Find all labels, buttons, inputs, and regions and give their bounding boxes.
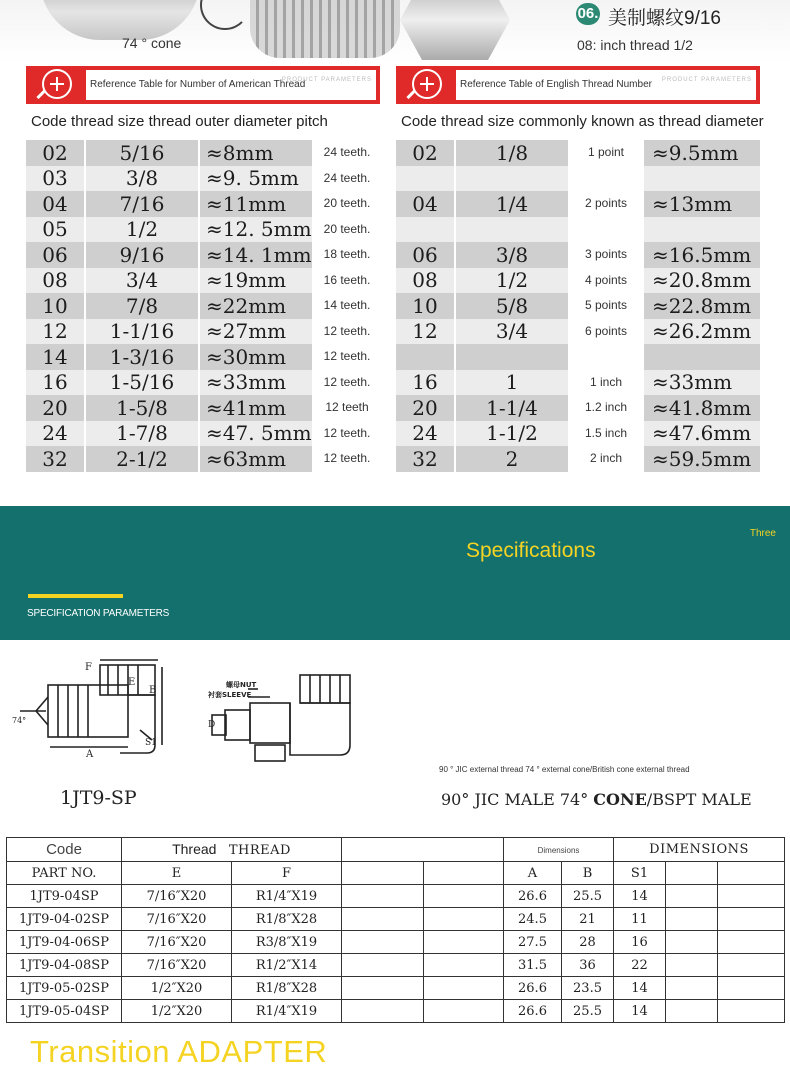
number-badge: 06. — [576, 3, 600, 25]
pitch-cell: 24 teeth. — [314, 140, 380, 166]
diameter-cell: ≈47.6mm — [652, 421, 752, 446]
dim-a-cell: 26.6 — [504, 1000, 562, 1023]
product-parameters-watermark: PRODUCT PARAMETERS — [281, 77, 372, 83]
code-cell: 02 — [26, 140, 86, 166]
common-name-cell: 1 point — [570, 140, 644, 166]
common-name-cell: 4 points — [570, 268, 644, 294]
thread-size-cell: 1 — [456, 370, 570, 396]
part-no-cell: 1JT9-04-08SP — [7, 954, 122, 977]
thread-size-cell: 3/4 — [86, 268, 200, 294]
inch-thread-label: 08: inch thread 1/2 — [577, 37, 693, 53]
part-no-cell: 1JT9-05-04SP — [7, 1000, 122, 1023]
table-row — [396, 166, 760, 192]
table-row — [396, 242, 760, 268]
header-dimensions: DIMENSIONS — [614, 838, 785, 862]
dim-b-cell: 25.5 — [562, 885, 614, 908]
spec-body — [7, 885, 785, 1023]
code-cell: 12 — [396, 319, 456, 345]
common-name-cell: 3 points — [570, 242, 644, 268]
diameter-cell: ≈8mm — [200, 140, 314, 166]
dim-b-cell: 36 — [562, 954, 614, 977]
thread-f-cell: R3/8″X19 — [232, 931, 342, 954]
diameter-cell: ≈30mm — [200, 344, 314, 370]
pitch-cell: 12 teeth. — [314, 344, 380, 370]
diameter-cell: ≈9. 5mm — [200, 166, 314, 192]
table-row — [396, 140, 760, 166]
label-e: E — [128, 677, 136, 688]
diameter-cell: ≈22mm — [200, 293, 314, 319]
common-name-cell: 5 points — [570, 293, 644, 319]
thread-size-cell: 2 — [456, 446, 570, 472]
thread-size-cell: 5/8 — [456, 293, 570, 319]
label-b: B — [149, 685, 157, 696]
thread-size-cell: 7/8 — [86, 293, 200, 319]
spec-row — [7, 1000, 785, 1023]
spec-row — [7, 954, 785, 977]
diameter-cell: ≈19mm — [200, 268, 314, 294]
code-cell: 20 — [396, 395, 456, 421]
table-row — [26, 370, 380, 396]
common-name-cell: 1.5 inch — [570, 421, 644, 447]
part-no-cell: 1JT9-04SP — [7, 885, 122, 908]
header-thread: Thread THREAD — [122, 838, 342, 862]
dim-s1-cell: 22 — [614, 954, 666, 977]
thread-e-cell: 1/2″X20 — [122, 1000, 232, 1023]
diameter-cell: ≈33mm — [652, 370, 733, 395]
pitch-cell: 12 teeth. — [314, 319, 380, 345]
header-a: A — [504, 862, 562, 885]
american-rows — [26, 140, 380, 472]
thread-size-cell: 1-1/16 — [86, 319, 200, 345]
code-cell: 32 — [26, 446, 86, 472]
diameter-cell — [644, 344, 760, 370]
common-name-cell — [570, 344, 644, 370]
table-row — [396, 268, 760, 294]
spec-row — [7, 931, 785, 954]
zoom-in-icon — [402, 69, 452, 101]
thread-size-cell: 1/4 — [456, 191, 570, 217]
thread-size-cell: 7/16 — [86, 191, 200, 217]
pitch-cell: 12 teeth — [314, 395, 380, 421]
banner-underline — [28, 594, 123, 598]
thread-f-cell: R1/8″X28 — [232, 908, 342, 931]
thread-f-cell: R1/4″X19 — [232, 1000, 342, 1023]
table-row — [26, 293, 380, 319]
table-row — [396, 421, 760, 447]
pitch-cell: 12 teeth. — [314, 446, 380, 472]
table-row — [26, 319, 380, 345]
banner-title: Transition ADAPTER — [30, 1034, 328, 1069]
code-cell: 10 — [396, 293, 456, 319]
code-cell: 02 — [396, 140, 456, 166]
diameter-cell: ≈33mm — [200, 370, 314, 396]
thread-size-cell: 3/8 — [86, 166, 200, 192]
diameter-cell: ≈41.8mm — [652, 395, 752, 420]
diameter-cell: ≈20.8mm — [652, 268, 752, 293]
thread-size-cell: 1-3/16 — [86, 344, 200, 370]
code-cell: 06 — [396, 242, 456, 268]
dim-s1-cell: 14 — [614, 1000, 666, 1023]
table-row — [396, 344, 760, 370]
thread-size-cell: 1/2 — [456, 268, 570, 294]
table-header-bar — [396, 66, 760, 104]
diameter-cell: ≈59.5mm — [652, 446, 752, 471]
thread-size-cell: 3/8 — [456, 242, 570, 268]
pitch-cell: 16 teeth. — [314, 268, 380, 294]
dim-a-cell: 31.5 — [504, 954, 562, 977]
diameter-cell: ≈12. 5mm — [200, 217, 314, 243]
diameter-cell: ≈13mm — [652, 191, 733, 216]
dim-b-cell: 21 — [562, 908, 614, 931]
code-cell: 04 — [396, 191, 456, 217]
spec-header-row-1 — [7, 838, 785, 862]
label-nut: 螺母NUT — [226, 681, 257, 689]
column-header-text: Code thread size commonly known as thread diameter — [401, 113, 764, 130]
banner-three: Three — [749, 528, 776, 539]
thread-size-cell: 1-1/2 — [456, 421, 570, 447]
thread-size-cell: 1-5/8 — [86, 395, 200, 421]
part-code: 1JT9-SP — [60, 787, 137, 809]
technical-drawing — [0, 645, 790, 835]
dim-s1-cell: 16 — [614, 931, 666, 954]
common-name-cell: 1.2 inch — [570, 395, 644, 421]
table-row — [26, 268, 380, 294]
code-cell: 24 — [26, 421, 86, 447]
thread-size-cell: 1-7/8 — [86, 421, 200, 447]
thread-e-cell: 1/2″X20 — [122, 977, 232, 1000]
code-cell — [396, 166, 456, 192]
code-cell: 24 — [396, 421, 456, 447]
dim-s1-cell: 14 — [614, 885, 666, 908]
part-no-cell: 1JT9-04-06SP — [7, 931, 122, 954]
cone-callout-circle — [200, 0, 250, 30]
label-s1: S1 — [145, 738, 157, 748]
table-title: Reference Table of English Thread Number — [456, 70, 756, 100]
dim-a-cell: 24.5 — [504, 908, 562, 931]
table-row — [396, 191, 760, 217]
diameter-cell: ≈16.5mm — [652, 242, 752, 267]
thread-size-cell: 1-5/16 — [86, 370, 200, 396]
spec-row — [7, 977, 785, 1000]
english-rows — [396, 140, 760, 472]
dim-s1-cell: 14 — [614, 977, 666, 1000]
thread-e-cell: 7/16″X20 — [122, 885, 232, 908]
code-cell — [396, 344, 456, 370]
diameter-cell: ≈27mm — [200, 319, 314, 345]
table-header-bar — [26, 66, 380, 104]
table-row — [396, 319, 760, 345]
pitch-cell: 14 teeth. — [314, 293, 380, 319]
banner-subtitle: SPECIFICATION PARAMETERS — [27, 608, 170, 619]
diameter-cell — [644, 166, 760, 192]
american-thread-table — [26, 66, 380, 472]
table-row — [396, 217, 760, 243]
dim-a-cell: 26.6 — [504, 977, 562, 1000]
thread-size-cell: 3/4 — [456, 319, 570, 345]
dim-a-cell: 26.6 — [504, 885, 562, 908]
code-cell: 16 — [26, 370, 86, 396]
thread-size-cell: 1/8 — [456, 140, 570, 166]
thread-f-cell: R1/8″X28 — [232, 977, 342, 1000]
label-f: F — [85, 662, 92, 673]
diameter-cell — [644, 217, 760, 243]
english-thread-table — [396, 66, 764, 472]
diameter-cell: ≈47. 5mm — [200, 421, 314, 447]
thread-size-cell: 5/16 — [86, 140, 200, 166]
dim-s1-cell: 11 — [614, 908, 666, 931]
common-name-cell: 2 inch — [570, 446, 644, 472]
code-cell: 06 — [26, 242, 86, 268]
drawing-note: 90 ° JIC external thread 74 ° external cone/British cone external thread — [439, 765, 690, 774]
diameter-cell: ≈63mm — [200, 446, 314, 472]
common-name-cell: 2 points — [570, 191, 644, 217]
spec-row — [7, 908, 785, 931]
code-cell: 14 — [26, 344, 86, 370]
table-row — [26, 344, 380, 370]
diameter-cell: ≈9.5mm — [652, 140, 739, 165]
table-row — [26, 191, 380, 217]
table-row — [26, 140, 380, 166]
code-cell: 10 — [26, 293, 86, 319]
code-cell: 20 — [26, 395, 86, 421]
part-no-cell: 1JT9-04-02SP — [7, 908, 122, 931]
code-cell: 03 — [26, 166, 86, 192]
fitting-photo-nut — [400, 0, 510, 60]
thread-size-cell — [456, 344, 570, 370]
label-sleeve: 衬套SLEEVE — [208, 691, 252, 699]
common-name-cell — [570, 217, 644, 243]
header-b: B — [562, 862, 614, 885]
column-header-text: Code thread size thread outer diameter pitch — [31, 113, 328, 130]
fitting-photo-thread — [250, 0, 400, 58]
caption-pre: 90° JIC MALE 74° — [441, 790, 589, 809]
header-dimensions-small: Dimensions — [504, 838, 614, 862]
code-cell: 08 — [26, 268, 86, 294]
pitch-cell: 20 teeth. — [314, 217, 380, 243]
thread-size-cell: 9/16 — [86, 242, 200, 268]
banner-specifications: Specifications — [466, 539, 596, 562]
header-f: F — [232, 862, 342, 885]
thread-size-cell: 2-1/2 — [86, 446, 200, 472]
thread-size-cell — [456, 217, 570, 243]
table-row — [26, 242, 380, 268]
common-name-cell: 1 inch — [570, 370, 644, 396]
label-a: A — [86, 749, 94, 760]
zoom-in-icon — [32, 69, 82, 101]
header-part-no: PART NO. — [7, 862, 122, 885]
spec-row — [7, 885, 785, 908]
table-row — [26, 421, 380, 447]
part-no-cell: 1JT9-05-02SP — [7, 977, 122, 1000]
drawing-caption — [441, 790, 752, 809]
table-row — [26, 166, 380, 192]
table-row — [26, 217, 380, 243]
table-row — [396, 293, 760, 319]
diameter-cell: ≈26.2mm — [652, 319, 752, 344]
common-name-cell — [570, 166, 644, 192]
pitch-cell: 20 teeth. — [314, 191, 380, 217]
pitch-cell: 18 teeth. — [314, 242, 380, 268]
table-row — [396, 395, 760, 421]
header-s1: S1 — [614, 862, 666, 885]
table-title: Reference Table for Number of American Thread — [86, 70, 376, 100]
pitch-cell: 12 teeth. — [314, 370, 380, 396]
thread-size-cell — [456, 166, 570, 192]
thread-f-cell: R1/4″X19 — [232, 885, 342, 908]
thread-size-cell: 1/2 — [86, 217, 200, 243]
code-cell: 04 — [26, 191, 86, 217]
cone-label: 74 ° cone — [122, 35, 182, 51]
spec-table — [6, 837, 785, 1023]
thread-size-cell: 1-1/4 — [456, 395, 570, 421]
us-thread-label: 美制螺纹9/16 — [608, 8, 721, 29]
common-name-cell: 6 points — [570, 319, 644, 345]
thread-e-cell: 7/16″X20 — [122, 908, 232, 931]
dim-a-cell: 27.5 — [504, 931, 562, 954]
code-cell: 12 — [26, 319, 86, 345]
code-cell: 05 — [26, 217, 86, 243]
spec-header-row-2 — [7, 862, 785, 885]
code-cell: 16 — [396, 370, 456, 396]
table-row — [396, 446, 760, 472]
diameter-cell: ≈41mm — [200, 395, 314, 421]
fitting-photo-left — [40, 0, 200, 40]
header-code: Code — [7, 838, 122, 862]
diameter-cell: ≈14. 1mm — [200, 242, 314, 268]
code-cell: 08 — [396, 268, 456, 294]
diameter-cell: ≈22.8mm — [652, 293, 752, 318]
product-parameters-watermark: PRODUCT PARAMETERS — [661, 77, 752, 83]
table-row — [26, 446, 380, 472]
pitch-cell: 12 teeth. — [314, 421, 380, 447]
header-e: E — [122, 862, 232, 885]
thread-e-cell: 7/16″X20 — [122, 954, 232, 977]
code-cell: 32 — [396, 446, 456, 472]
label-74: 74° — [12, 716, 27, 725]
diameter-cell: ≈11mm — [200, 191, 314, 217]
code-cell — [396, 217, 456, 243]
caption-post: /BSPT MALE — [646, 790, 752, 809]
product-photo — [0, 0, 790, 62]
thread-e-cell: 7/16″X20 — [122, 931, 232, 954]
dim-b-cell: 25.5 — [562, 1000, 614, 1023]
dim-b-cell: 28 — [562, 931, 614, 954]
header-blank — [342, 838, 504, 862]
caption-bold: CONE — [593, 790, 647, 809]
table-row — [396, 370, 760, 396]
thread-f-cell: R1/2″X14 — [232, 954, 342, 977]
table-row — [26, 395, 380, 421]
dim-b-cell: 23.5 — [562, 977, 614, 1000]
pitch-cell: 24 teeth. — [314, 166, 380, 192]
label-d: D — [208, 720, 216, 730]
